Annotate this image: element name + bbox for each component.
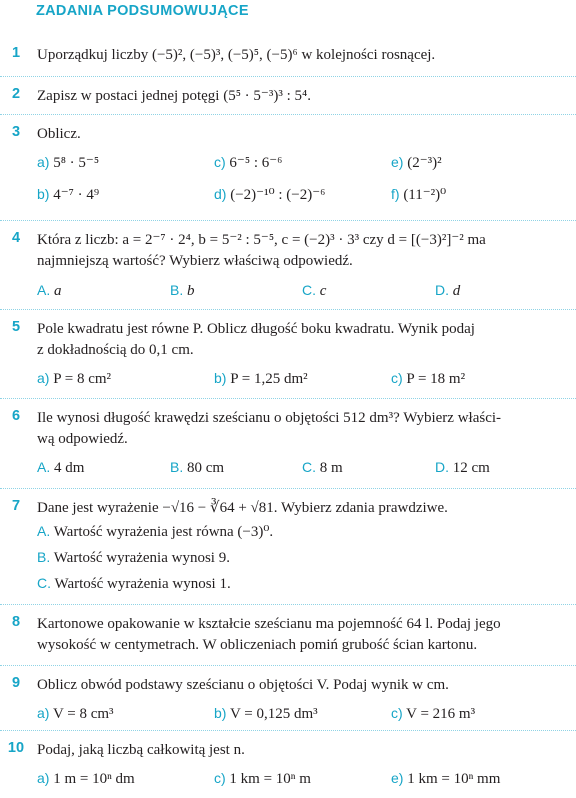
option: C. c (302, 282, 327, 299)
option: c) V = 216 m³ (391, 705, 476, 722)
task-number: 8 (11, 614, 21, 630)
option: D. 12 cm (435, 459, 490, 476)
option: e) (2⁻³)² (391, 154, 442, 171)
option: a) P = 8 cm² (37, 370, 112, 387)
option: a) 1 m = 10ⁿ dm (37, 770, 135, 787)
task-text: Oblicz obwód podstawy sześcianu o objętości V. Podaj wynik w cm. (37, 677, 449, 693)
option: a) V = 8 cm³ (37, 705, 114, 722)
option: c) P = 18 m² (391, 370, 466, 387)
option: c) 6⁻⁵ : 6⁻⁶ (214, 154, 283, 171)
option: c) 1 km = 10ⁿ m (214, 770, 311, 787)
option: C. Wartość wyrażenia wynosi 1. (37, 575, 231, 592)
option: D. d (435, 282, 461, 299)
task-text: Podaj, jaką liczbą całkowitą jest n. (37, 742, 245, 758)
task-text-line2: najmniejszą wartość? Wybierz właściwą odpowiedź. (37, 253, 353, 269)
task-text: Uporządkuj liczby (−5)², (−5)³, (−5)⁵, (−5)⁶ w kolejności rosnącej. (37, 47, 436, 63)
option: e) 1 km = 10ⁿ mm (391, 770, 501, 787)
option: C. 8 m (302, 459, 343, 476)
option: d) (−2)⁻¹⁰ : (−2)⁻⁶ (214, 186, 326, 203)
option: f) (11⁻²)⁰ (391, 186, 447, 203)
task-number: 5 (11, 319, 21, 335)
section-heading: ZADANIA PODSUMOWUJĄCE (36, 3, 249, 19)
option: A. a (37, 282, 62, 299)
task-text-line1: Która z liczb: a = 2⁻⁷ · 2⁴, b = 5⁻² : 5⁻⁵, c = (−2)³ · 3³ czy d = [(−3)²]⁻² ma (37, 232, 486, 248)
task-number: 1 (11, 45, 21, 61)
task-number: 3 (11, 124, 21, 140)
task-text: Dane jest wyrażenie −√16 − ∛64 + √81. Wybierz zdania prawdziwe. (37, 500, 448, 516)
task-text-line1: Kartonowe opakowanie w kształcie sześcianu ma pojemność 64 l. Podaj jego (37, 616, 501, 632)
task-text-line1: Pole kwadratu jest równe P. Oblicz długość boku kwadratu. Wynik podaj (37, 321, 475, 337)
task-text-line2: wysokość w centymetrach. W obliczeniach pomiń grubość ścian kartonu. (37, 637, 478, 653)
option: B. 80 cm (170, 459, 225, 476)
task-text: Zapisz w postaci jednej potęgi (5⁵ · 5⁻³)³ : 5⁴. (37, 88, 311, 104)
option: A. Wartość wyrażenia jest równa (−3)⁰. (37, 523, 274, 540)
task-number: 2 (11, 86, 21, 102)
task-number: 7 (11, 498, 21, 514)
option: A. 4 dm (37, 459, 85, 476)
option: b) V = 0,125 dm³ (214, 705, 318, 722)
option: a) 5⁸ · 5⁻⁵ (37, 154, 100, 171)
task-number: 10 (7, 740, 25, 756)
task-text-line1: Ile wynosi długość krawędzi sześcianu o objętości 512 dm³? Wybierz właści- (37, 410, 502, 426)
task-text: Oblicz. (37, 126, 81, 142)
option: b) P = 1,25 dm² (214, 370, 308, 387)
option: B. b (170, 282, 195, 299)
task-number: 4 (11, 230, 21, 246)
option: b) 4⁻⁷ · 4⁹ (37, 186, 100, 203)
option: B. Wartość wyrażenia wynosi 9. (37, 549, 230, 566)
task-text-line2: z dokładnością do 0,1 cm. (37, 342, 194, 358)
task-number: 6 (11, 408, 21, 424)
task-text-line2: wą odpowiedź. (37, 431, 128, 447)
task-number: 9 (11, 675, 21, 691)
